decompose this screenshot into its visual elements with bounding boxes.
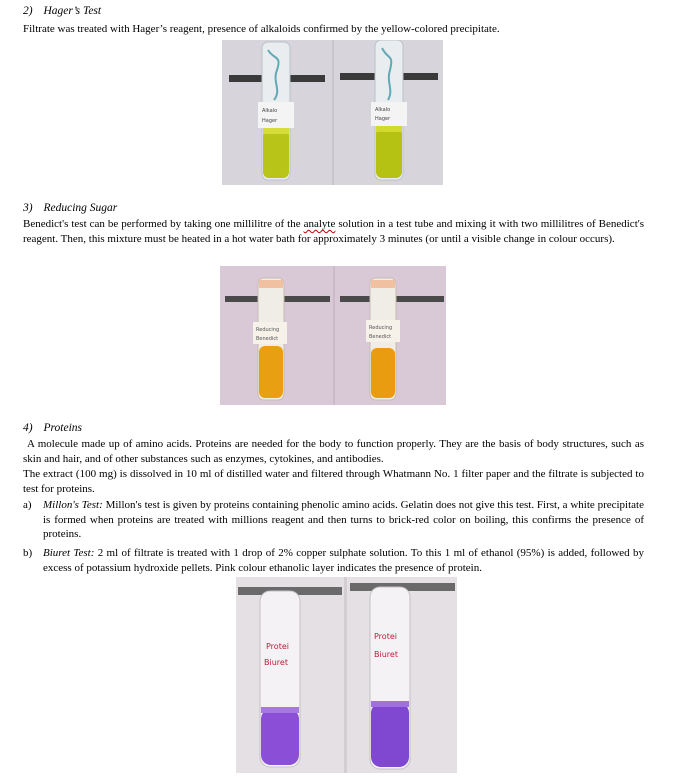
- hager-heading-number: 2): [23, 5, 33, 17]
- sugar-tube-label-3: Reducing: [369, 325, 393, 331]
- sugar-tube-label-4: Benedict: [369, 334, 392, 340]
- sugar-tube-label-1: Reducing: [256, 327, 280, 333]
- hager-heading-title: Hager’s Test: [43, 5, 102, 17]
- proteins-heading-number: 4): [23, 422, 33, 434]
- millon-test-body: Millon's test is given by proteins containing phenolic amino acids. Gelatin does not give this test. First, a white precipitate is formed when proteins are treated with millions reagent and then turns to brick-red color on boiling, this confirms the presence of proteins.: [43, 499, 644, 541]
- reducing-sugar-heading: [23, 202, 117, 214]
- hager-tube-label-2: Hager: [262, 118, 278, 124]
- reducing-sugar-heading-title: Reducing Sugar: [43, 202, 118, 214]
- proteins-intro: A molecule made up of amino acids. Proteins are needed for the body to function properly. They are the basis of body structures, such as skin and hair, and of other substances such as enzymes, cytokines, and antibodies.: [23, 438, 644, 465]
- protein-tube-label-3: Protei: [374, 632, 397, 641]
- hager-tube-label-3: Alkalo: [375, 107, 391, 113]
- proteins-heading-title: Proteins: [43, 422, 83, 434]
- millon-marker: a): [23, 499, 32, 511]
- spelling-flagged-word: analyte: [303, 218, 336, 230]
- biuret-test-body: 2 ml of filtrate is treated with 1 drop of 2% copper sulphate solution. To this 1 ml of ethanol (95%) is added, followed by excess of potassium hydroxide pellets. Pink colour ethanolic layer indicates the presence of protein.: [43, 547, 645, 574]
- biuret-test-name: Biuret Test:: [43, 547, 95, 559]
- protein-tube-label-2: Biuret: [264, 658, 288, 667]
- millon-test-name: Millon's Test:: [43, 499, 103, 511]
- proteins-extract: The extract (100 mg) is dissolved in 10 ml of distilled water and filtered through Whatmann No. 1 filter paper and the filtrate is subjected to test for proteins.: [23, 468, 644, 495]
- reducing-sugar-text-part2: solution in a test tube and mixing it with two millilitres of Benedict's reagent. Then, this mixture must be heated in a hot water bath for approximately 3 minutes (or until a visible change in colour occurs).: [23, 218, 645, 245]
- proteins-heading: [23, 422, 82, 434]
- protein-tube-label-4: Biuret: [374, 650, 398, 659]
- reducing-sugar-photo: [220, 266, 446, 405]
- biuret-marker: b): [23, 547, 33, 559]
- biuret-test-text: [43, 546, 644, 575]
- hager-tube-label-1: Alkalo: [262, 108, 278, 114]
- sugar-tube-label-2: Benedict: [256, 336, 279, 342]
- hager-photo: [222, 40, 443, 185]
- reducing-sugar-text: [23, 217, 644, 246]
- hager-text: Filtrate was treated with Hager’s reagent, presence of alkaloids confirmed by the yellow-colored precipitate.: [23, 23, 500, 35]
- reducing-sugar-heading-number: 3): [23, 202, 33, 214]
- hager-heading: [23, 5, 101, 17]
- proteins-photo: [236, 577, 457, 773]
- reducing-sugar-text-part1: Benedict's test can be performed by taking one millilitre of the: [23, 218, 301, 230]
- hager-tube-label-4: Hager: [375, 116, 391, 122]
- protein-tube-label-1: Protei: [266, 642, 289, 651]
- millon-test-text: [43, 498, 644, 542]
